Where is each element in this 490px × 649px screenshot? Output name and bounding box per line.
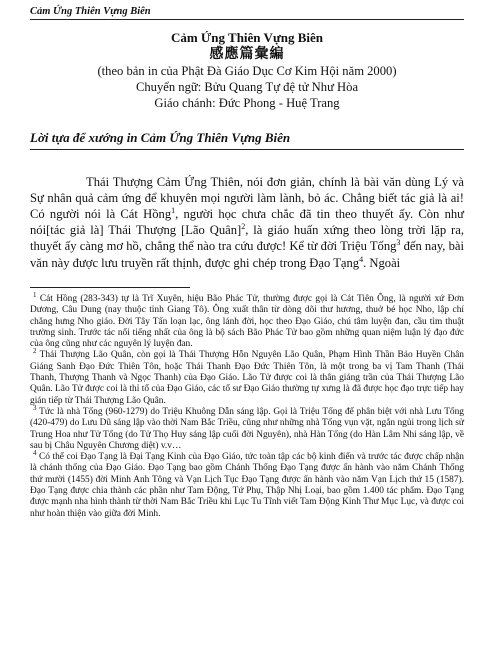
- book-title: Cảm Ứng Thiên Vựng Biên: [170, 30, 324, 45]
- footnote-ref[interactable]: 2: [241, 222, 246, 232]
- footnote-text: Tức là nhà Tống (960-1279) do Triệu Khuông Dẫn sáng lập. Gọi là Triệu Tống để phân biệt với nhà Lưu Tống (420-479) do Lưu Dũ sáng lập vào thời Nam Bắc Triều, cũng như những nhà Tống vụn vặt, ngắn ngủi trong lịch sử Trung Hoa như Tử Tống (do Tử Thọ Huy sáng lập cuối đời Nguyên), nhà Hàn Tống (do Hàn Lâm Nhi sáng lập, về sau bị Châu Nguyên Chương diệt) v.v…: [30, 406, 464, 451]
- edition-note: (theo bản in của Phật Đà Giáo Dục Cơ Kim Hội năm 2000): [97, 64, 397, 78]
- body-text-part: . Ngoài: [363, 255, 401, 270]
- translator-line: Chuyển ngữ: Bửu Quang Tự đệ tử Như Hòa: [135, 80, 359, 94]
- footnote-divider: [30, 287, 190, 288]
- footnote-number: 3: [33, 403, 37, 412]
- body-text-part: Thái Thượng Cảm Ứng Thiên, nói đơn giản, chính là bài văn dùng Lý và Sự nhân quả cảm ứng để khuyên mọi người làm lành, bỏ ác. Chẳng biết tác giả là ai! Có người nói là Cát Hồng: [30, 174, 464, 221]
- book-title-hanzi: 感應篇彙編: [209, 46, 285, 62]
- footnote-ref[interactable]: 1: [171, 205, 176, 215]
- footnote-text: Thái Thượng Lão Quân, còn gọi là Thái Thượng Hỗn Nguyên Lão Quân, Phạm Hình Thần Bảo Huyền Chân Giáng Sanh Đạo Đức Thiên Tôn, hoặc Thái Thanh Đạo Đức Thiên Tôn, là một trong ba vị Tam Thanh (Thái Thanh, Thượng Thanh và Ngọc Thanh) của Đạo Giáo. Lão Tử được coi là thân giáng trần của Thái Thượng Lão Quân. Lão Tử được coi là thỉ tổ của Đạo Giáo, các tổ sư Đạo Giáo thường tự xưng là đã được học đạo trực tiếp hay gián tiếp từ Thái Thượng Lão Quân.: [30, 350, 464, 406]
- body-paragraph: [30, 174, 464, 271]
- footnote-number: 2: [33, 347, 37, 356]
- body-text-part: đến nay, bài văn này được lưu truyền rất thịnh, được ghi chép trong Đạo Tạng: [30, 239, 464, 270]
- footnote-ref[interactable]: 3: [396, 238, 401, 248]
- title-block: [30, 30, 464, 111]
- footnote: [30, 449, 464, 520]
- body-text-part: , người học chưa chắc đã tin theo thuyết ấy. Còn như nói[tác giả là] Thái Thượng [Lão Quân]: [30, 207, 464, 238]
- footnote-text: Cát Hồng (283-343) tự là Trĩ Xuyên, hiệu Bão Phác Tử, thường được gọi là Cát Tiên Ông, là người xứ Đơn Dương, Câu Dung (nay thuộc tỉnh Giang Tô). Ông xuất thân từ dòng dõi thư hương, thuở bé học Nho, lập chí chẳng hưng Nho giáo. Đời Tây Tấn loạn lạc, ông lánh đời, học theo Đạo Giáo, chú tâm luyện đan, cầu tìm thuật trường sinh. Trước tác nổi tiếng nhất của ông là bộ sách Bão Phác Tử bao gồm những quan niệm luận lý đạo đức của ông cũng như các nguyên lý luyện đan.: [30, 294, 464, 350]
- footnote: [30, 290, 464, 350]
- footnote-ref[interactable]: 4: [359, 254, 364, 264]
- footnote: [30, 347, 464, 406]
- section-heading: Lời tựa để xướng in Cảm Ứng Thiên Vựng Biên: [30, 130, 464, 150]
- footnote-number: 1: [33, 290, 37, 299]
- editor-line: Giáo chánh: Đức Phong - Huệ Trang: [154, 96, 340, 110]
- footnote-text: Có thể coi Đạo Tạng là Đại Tạng Kinh của Đạo Giáo, tức toàn tập các bộ kinh điển và trước tác được chấp nhận là chánh thống của Đạo Giáo. Đạo Tạng bao gồm Chánh Thống Đạo Tạng được ấn hành vào năm Chánh Thống thứ mười (1455) đời Minh Anh Tông và Vạn Lịch Tục Đạo Tạng được ấn hành vào năm Vạn Lịch thứ 15 (1587). Đạo Tạng được chia thành các phần như Tam Động, Tứ Phụ, Thập Nhị Loại, bao gồm 1.400 tác phẩm. Đạo Tạng được mạnh nha hình thành từ thời Nam Bắc Triều khi Lục Tu Tĩnh viết Tam Động Kinh Thư Mục Lục, và được coi như hoàn thiện vào giữa đời Minh.: [30, 452, 464, 519]
- footnotes: [30, 290, 464, 520]
- body-text-part: , là giáo huấn xứng theo lòng trời lặp ra, thuyết ấy càng mơ hồ, chẳng thể nào tra cứu được! Kể từ đời Triệu Tống: [30, 223, 464, 254]
- footnote: [30, 403, 464, 452]
- footnote-number: 4: [33, 449, 37, 458]
- running-header: Cảm Ứng Thiên Vựng Biên: [30, 6, 464, 20]
